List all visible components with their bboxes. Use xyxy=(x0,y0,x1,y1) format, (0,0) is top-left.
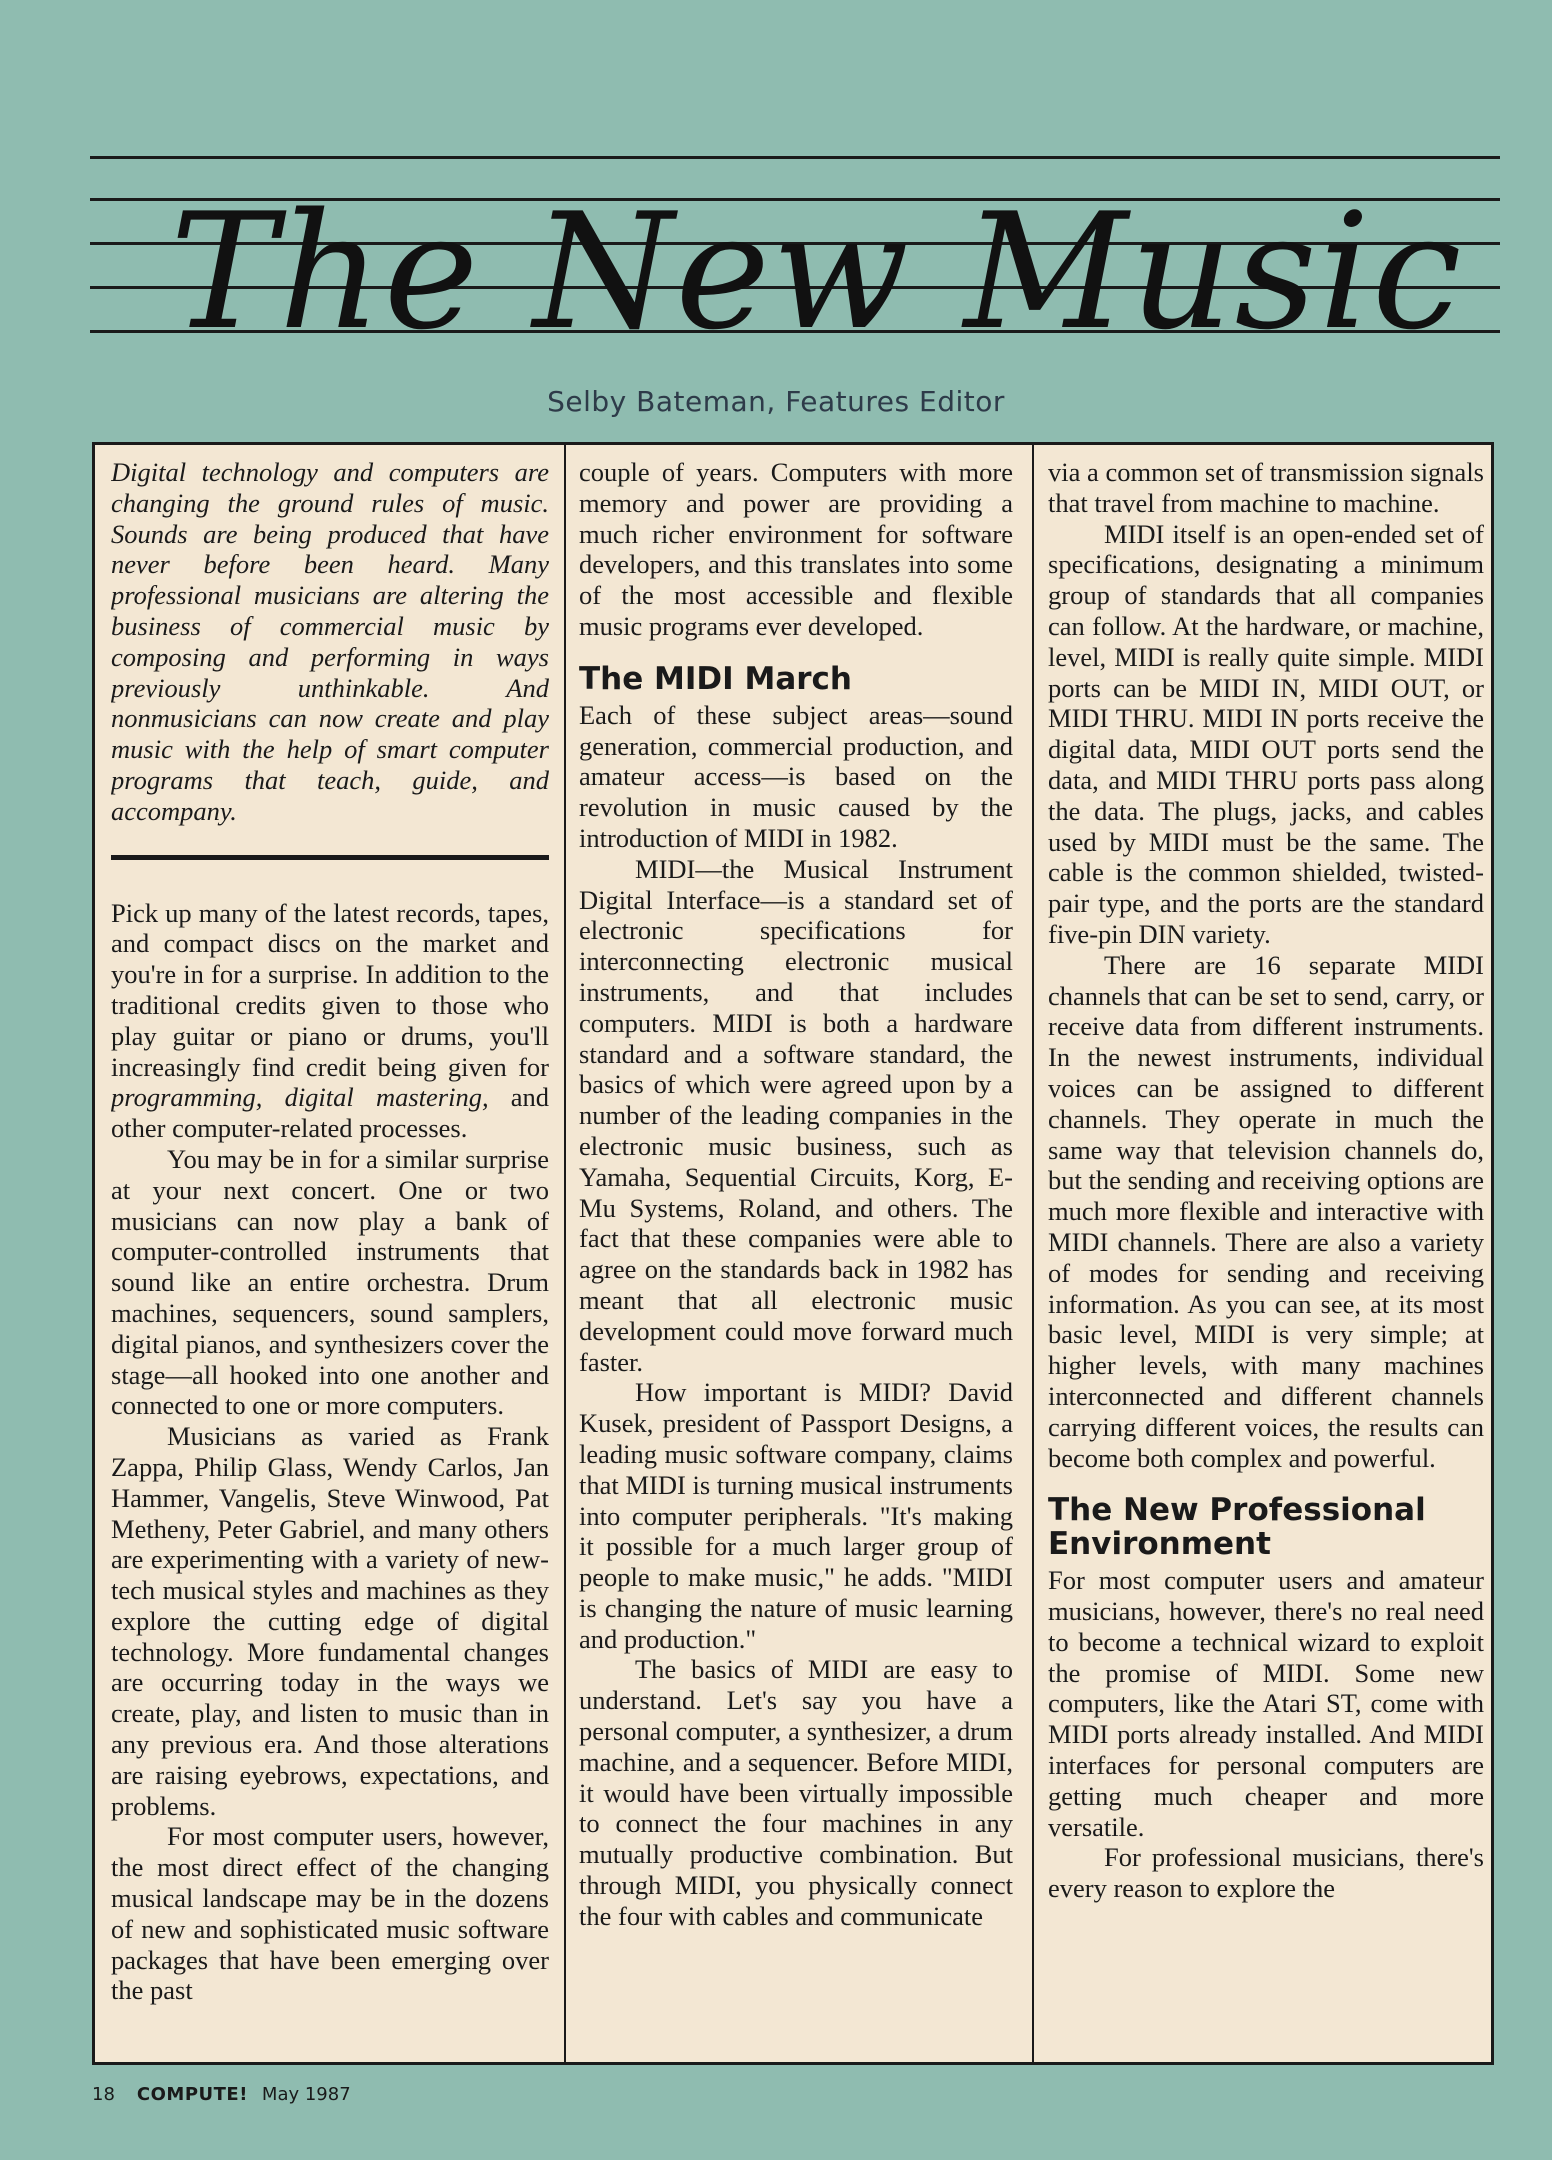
article-title: The New Music xyxy=(170,178,1464,365)
column-2 xyxy=(579,457,1013,2054)
paragraph: You may be in for a similar surprise at your next concert. One or two musicians can now play a bank of computer-controlled instruments that sound like an entire orchestra. Drum machines, sequencers, sound samplers, digital pianos, and synthesizers cover the stage—all hooked into one another and connected to one or more computers. xyxy=(111,1143,549,1421)
magazine-name: COMPUTE! xyxy=(136,2084,248,2105)
staff-line xyxy=(90,156,1500,159)
paragraph: For professional musicians, there's every reason to explore the xyxy=(1048,1842,1484,1904)
column-3 xyxy=(1048,457,1484,2054)
paragraph: MIDI itself is an open-ended set of specifications, designating a minimum group of standards that all companies can follow. At the hardware, or machine, level, MIDI is really quite simple. MIDI ports can be MIDI IN, MIDI OUT, or MIDI THRU. MIDI IN ports receive the digital data, MIDI OUT ports send the data, and MIDI THRU ports pass along the data. The plugs, jacks, and cables used by MIDI must be the same. The cable is the common shielded, twisted-pair type, and the ports are the standard five-pin DIN variety. xyxy=(1048,518,1484,949)
column-1 xyxy=(111,457,549,2054)
column-divider xyxy=(1032,445,1034,2062)
intro-rule xyxy=(111,855,549,860)
paragraph: For most computer users and amateur musicians, however, there's no real need to become a technical wizard to exploit the promise of MIDI. Some new computers, like the Atari ST, come with MIDI ports already installed. And MIDI interfaces for personal computers are getting much cheaper and more versatile. xyxy=(1048,1565,1484,1842)
text-run: and other computer-related processes. xyxy=(111,1082,549,1144)
title-banner xyxy=(90,130,1500,380)
page-number: 18 xyxy=(92,2084,115,2105)
page-footer xyxy=(92,2084,351,2105)
paragraph: Each of these subject areas—sound generation, commercial production, and amateur access—is based on the revolution in music caused by the introduction of MIDI in 1982. xyxy=(579,699,1013,853)
paragraph xyxy=(111,898,549,1144)
paragraph: How important is MIDI? David Kusek, president of Passport Designs, a leading music software company, claims that MIDI is turning musical instruments into computer peripherals. "It's making it possible for a much larger group of people to make music," he adds. "MIDI is changing the nature of music learning and production." xyxy=(579,1377,1013,1654)
paragraph: The basics of MIDI are easy to understand. Let's say you have a personal computer, a synthesizer, a drum machine, and a sequencer. Before MIDI, it would have been virtually impossible to connect the four machines in any mutually productive combination. But through MIDI, you physically connect the four with cables and communicate xyxy=(579,1654,1013,1931)
section-heading: The New Professional Environment xyxy=(1048,1492,1426,1563)
emphasis: programming, digital mastering, xyxy=(111,1082,489,1113)
issue-date: May 1987 xyxy=(261,2084,351,2105)
text-run: Pick up many of the latest records, tapes, and compact discs on the market and you're in for a surprise. In addition to the traditional credits given to those who play guitar or piano or drums, you'll increasingly find credit being given for xyxy=(111,897,549,1082)
paragraph: There are 16 separate MIDI channels that can be set to send, carry, or receive data from different instruments. In the newest instruments, individual voices can be assigned to different channels. They operate in much the same way that television channels do, but the sending and receiving options are much more flexible and interactive with MIDI channels. There are also a variety of modes for sending and receiving information. As you can see, at its most basic level, MIDI is very simple; at higher levels, with many machines interconnected and different channels carrying different voices, the results can become both complex and powerful. xyxy=(1048,949,1484,1473)
paragraph: Musicians as varied as Frank Zappa, Philip Glass, Wendy Carlos, Jan Hammer, Vangelis, Steve Winwood, Pat Metheny, Peter Gabriel, and many others are experimenting with a variety of new-tech musical styles and machines as they explore the cutting edge of digital technology. More fundamental changes are occurring today in the ways we create, play, and listen to music than in any previous era. And those alterations are raising eyebrows, expectations, and problems. xyxy=(111,1421,549,1821)
intro-paragraph: Digital technology and computers are changing the ground rules of music. Sounds are being produced that have never before been heard. Many professional musicians are altering the business of commercial music by composing and performing in ways previously unthinkable. And nonmusicians can now create and play music with the help of smart computer programs that teach, guide, and accompany. xyxy=(111,457,549,826)
article-body xyxy=(92,442,1494,2065)
paragraph: via a common set of transmission signals that travel from machine to machine. xyxy=(1048,457,1484,518)
paragraph: MIDI—the Musical Instrument Digital Interface—is a standard set of electronic specifications for interconnecting electronic musical instruments, and that includes computers. MIDI is both a hardware standard and a software standard, the basics of which were agreed upon by a number of the leading companies in the electronic music business, such as Yamaha, Sequential Circuits, Korg, E-Mu Systems, Roland, and others. The fact that these companies were able to agree on the standards back in 1982 has meant that all electronic music development could move forward much faster. xyxy=(579,853,1013,1377)
paragraph: For most computer users, however, the most direct effect of the changing musical landscape may be in the dozens of new and sophisticated music software packages that have been emerging over the past xyxy=(111,1821,549,2006)
paragraph: couple of years. Computers with more memory and power are providing a much richer environment for software developers, and this translates into some of the most accessible and flexible music programs ever developed. xyxy=(579,457,1013,641)
column-divider xyxy=(564,445,566,2062)
byline: Selby Bateman, Features Editor xyxy=(547,385,1005,418)
section-heading: The MIDI March xyxy=(579,660,852,697)
